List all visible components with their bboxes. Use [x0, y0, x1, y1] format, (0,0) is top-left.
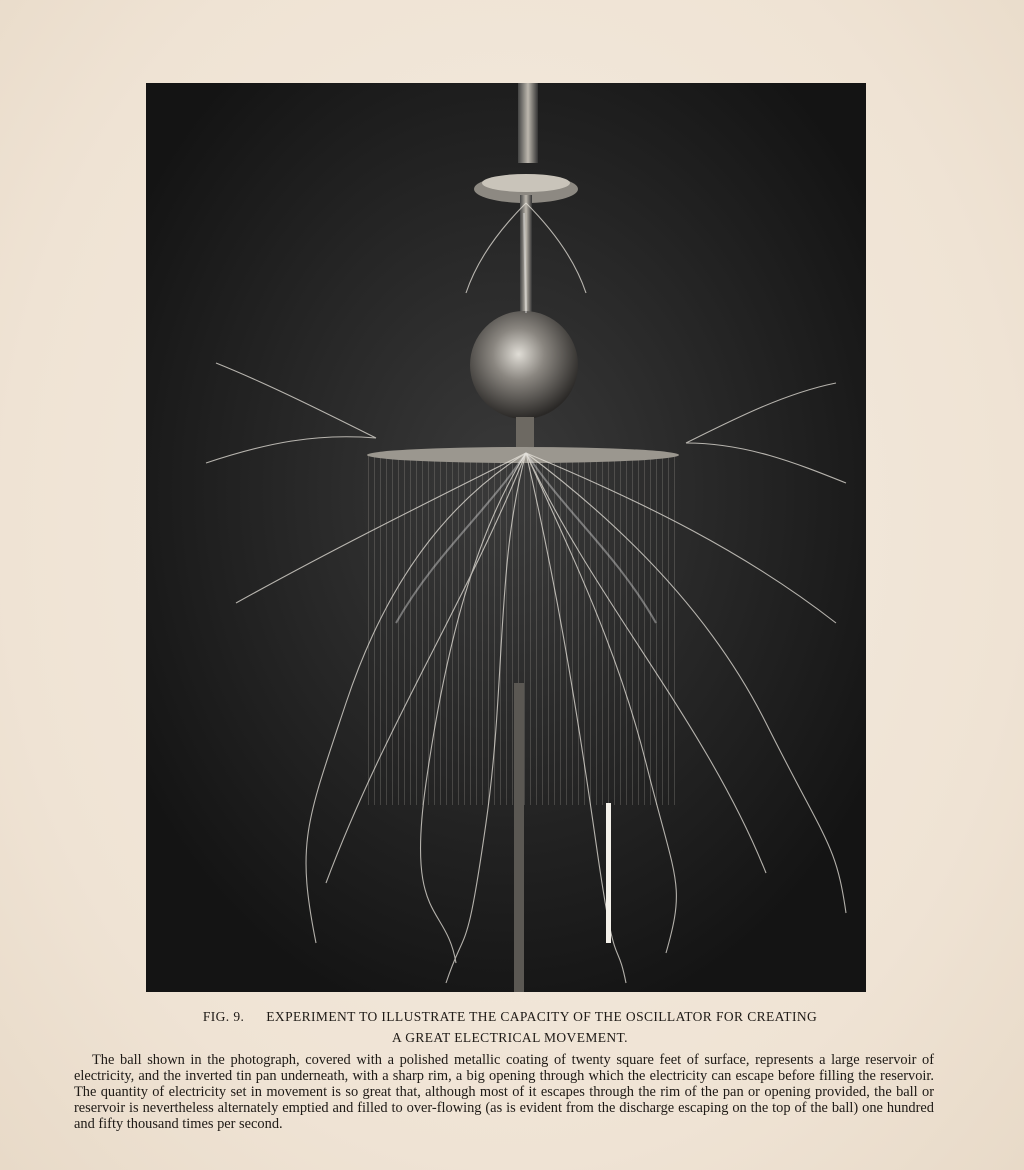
figure-caption	[120, 1006, 900, 1048]
photograph	[146, 83, 866, 992]
figure-description: The ball shown in the photograph, covered with a polished metallic coating of twenty square feet of surface, represents a large reservoir of electricity, and the inverted tin pan underneath, with a sharp rim, a big opening through which the electricity can escape before filling the reservoir. The quantity of electricity set in movement is so great that, although most of it escapes through the rim of the pan or opening provided, the ball or reservoir is nevertheless alternately emptied and filled to over-flowing (as is evident from the discharge escaping on the top of the ball) one hundred and fifty thousand times per second.	[74, 1052, 934, 1132]
photograph-illustration	[146, 83, 866, 992]
caption-line-2: A GREAT ELECTRICAL MOVEMENT.	[392, 1030, 628, 1045]
caption-line-1	[120, 1006, 900, 1027]
figure-number: FIG. 9.	[202, 1009, 245, 1024]
caption-title-line-1: EXPERIMENT TO ILLUSTRATE THE CAPACITY OF THE OSCILLATOR FOR CREATING	[266, 1009, 818, 1024]
